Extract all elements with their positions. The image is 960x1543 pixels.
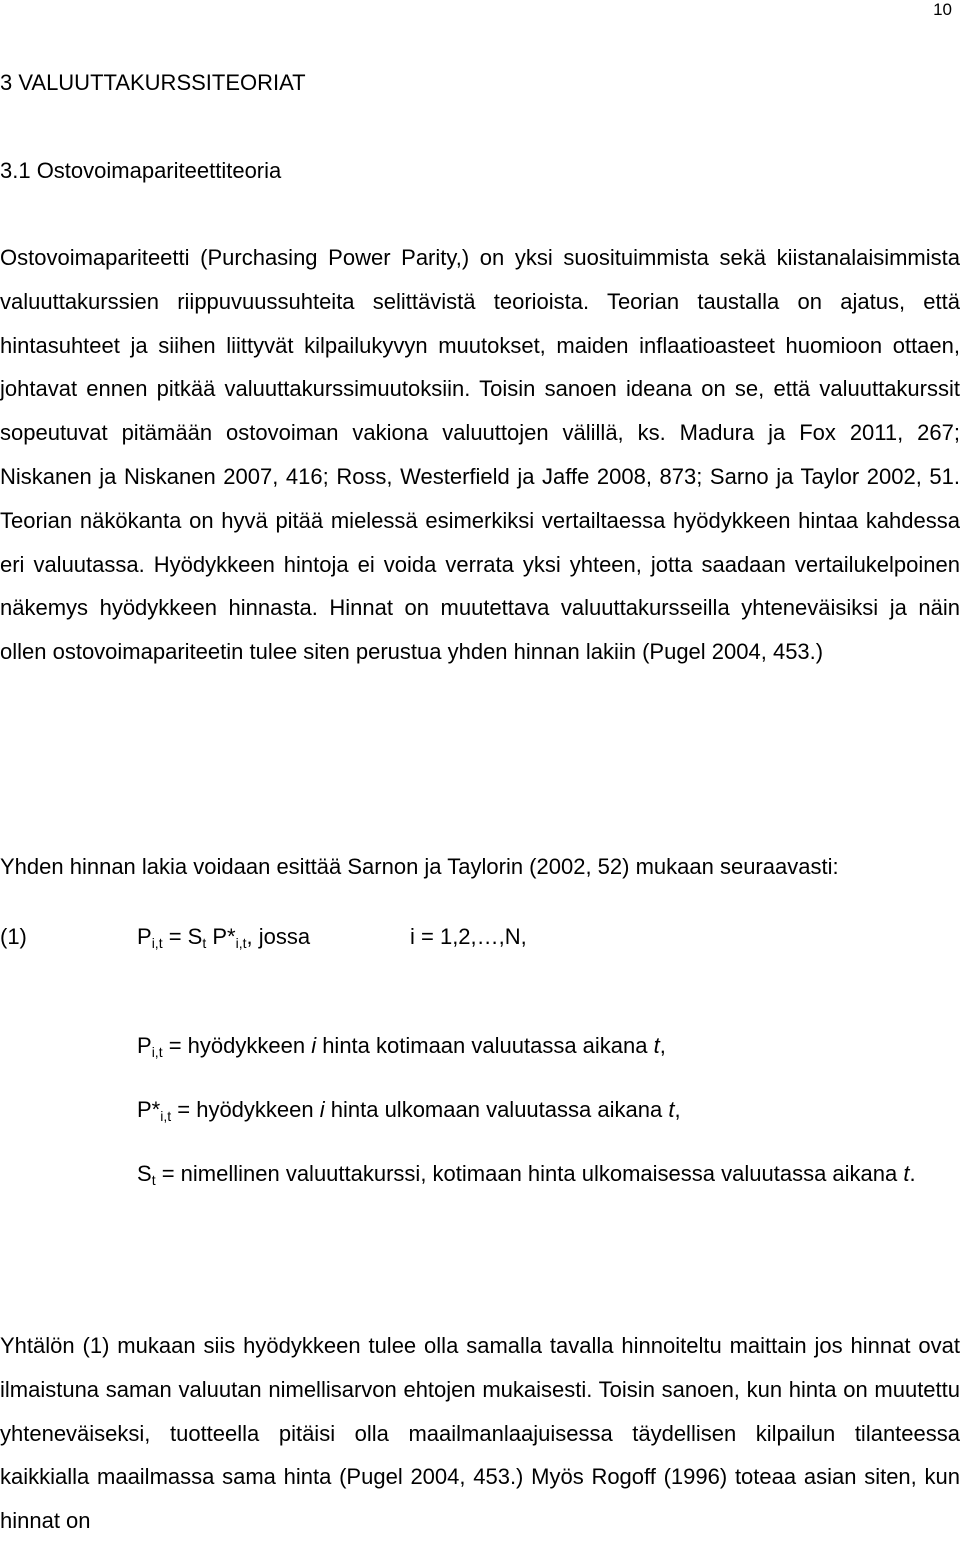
eq-s-sub: t — [202, 935, 207, 951]
eq-equals-s: = S — [162, 924, 203, 949]
definition-pstar — [137, 1088, 681, 1139]
def-pstar-symbol: P* — [137, 1097, 161, 1122]
def-p-text-c: , — [659, 1033, 666, 1058]
equation-range: i = 1,2,…,N, — [410, 924, 527, 949]
def-s-sub: t — [151, 1172, 156, 1188]
paragraph-explanation: Yhtälön (1) mukaan siis hyödykkeen tulee olla samalla tavalla hinnoiteltu maittain jos hinnat ovat ilmaistuna saman valuutan nimellisarvon ehtojen mukaisesti. Toisin sanoen, kun hinta on muutettu yhteneväiseksi, tuotteella pitäisi olla maailmanlaajuisessa täydellisen kilpailun tilanteessa kaikkialla maailmassa sama hinta (Pugel 2004, 453.) Myös Rogoff (1996) toteaa asian siten, kun hinnat on — [0, 1333, 960, 1534]
equation — [137, 922, 310, 958]
chapter-heading: 3 VALUUTTAKURSSITEORIAT — [0, 70, 306, 95]
eq-pstar-sub: i,t — [235, 935, 247, 951]
def-p-sub: i,t — [151, 1044, 163, 1060]
def-s-t: t — [903, 1161, 910, 1186]
page-number: 10 — [933, 0, 952, 19]
def-s-text-c: . — [909, 1161, 916, 1186]
paragraph-intro: Ostovoimapariteetti (Purchasing Power Parity,) on yksi suosituimmista sekä kiistanalaisimmista valuuttakurssien riippuvuussuhteita selittävistä teorioista. Teorian taustalla on ajatus, että hintasuhteet ja siihen liittyvät kilpailukyvyn muutokset, maiden inflaatioasteet huomioon ottaen, johtavat ennen pitkää valuuttakurssimuutoksiin. Toisin sanoen ideana on se, että valuuttakurssit sopeutuvat pitämään ostovoiman vakiona valuuttojen välillä, ks. Madura ja Fox 2011, 267; Niskanen ja Niskanen 2007, 416; Ross, Westerfield ja Jaffe 2008, 873; Sarno ja Taylor 2002, 51. Teorian näkökanta on hyvä pitää mielessä esimerkiksi vertailtaessa hyödykkeen hintaa kahdessa eri valuutassa. Hyödykkeen hintoja ei voida verrata yksi yhteen, jotta saadaan vertailukelpoinen näkemys hyödykkeen hinnasta. Hinnat on muutettava valuuttakursseilla yhteneväisiksi ja näin ollen ostovoimapariteetin tulee siten perustua yhden hinnan lakiin (Pugel 2004, 453.) — [0, 245, 960, 665]
def-pstar-t: t — [668, 1097, 675, 1122]
eq-tail: , jossa — [246, 924, 311, 949]
definition-p — [137, 1024, 666, 1075]
section-heading: 3.1 Ostovoimapariteettiteoria — [0, 158, 282, 183]
def-p-i: i — [311, 1033, 317, 1058]
def-pstar-text-a: = hyödykkeen — [171, 1097, 320, 1122]
equation-number: (1) — [0, 924, 27, 949]
equation-intro: Yhden hinnan lakia voidaan esittää Sarnon ja Taylorin (2002, 52) mukaan seuraavasti: — [0, 854, 839, 879]
def-pstar-text-b: hinta ulkomaan valuutassa aikana — [324, 1097, 669, 1122]
def-p-t: t — [653, 1033, 660, 1058]
eq-p: P — [137, 924, 152, 949]
def-pstar-sub: i,t — [160, 1108, 172, 1124]
def-s-symbol: S — [137, 1161, 152, 1186]
def-pstar-i: i — [319, 1097, 325, 1122]
def-p-symbol: P — [137, 1033, 152, 1058]
definition-s — [137, 1152, 960, 1203]
eq-pstar: P* — [206, 924, 236, 949]
def-p-text-a: = hyödykkeen — [162, 1033, 312, 1058]
def-p-text-b: hinta kotimaan valuutassa aikana — [316, 1033, 654, 1058]
def-s-text-a: = nimellinen valuuttakurssi, kotimaan hinta ulkomaisessa valuutassa aikana — [155, 1161, 904, 1186]
eq-p-sub: i,t — [151, 935, 163, 951]
def-pstar-text-c: , — [674, 1097, 681, 1122]
